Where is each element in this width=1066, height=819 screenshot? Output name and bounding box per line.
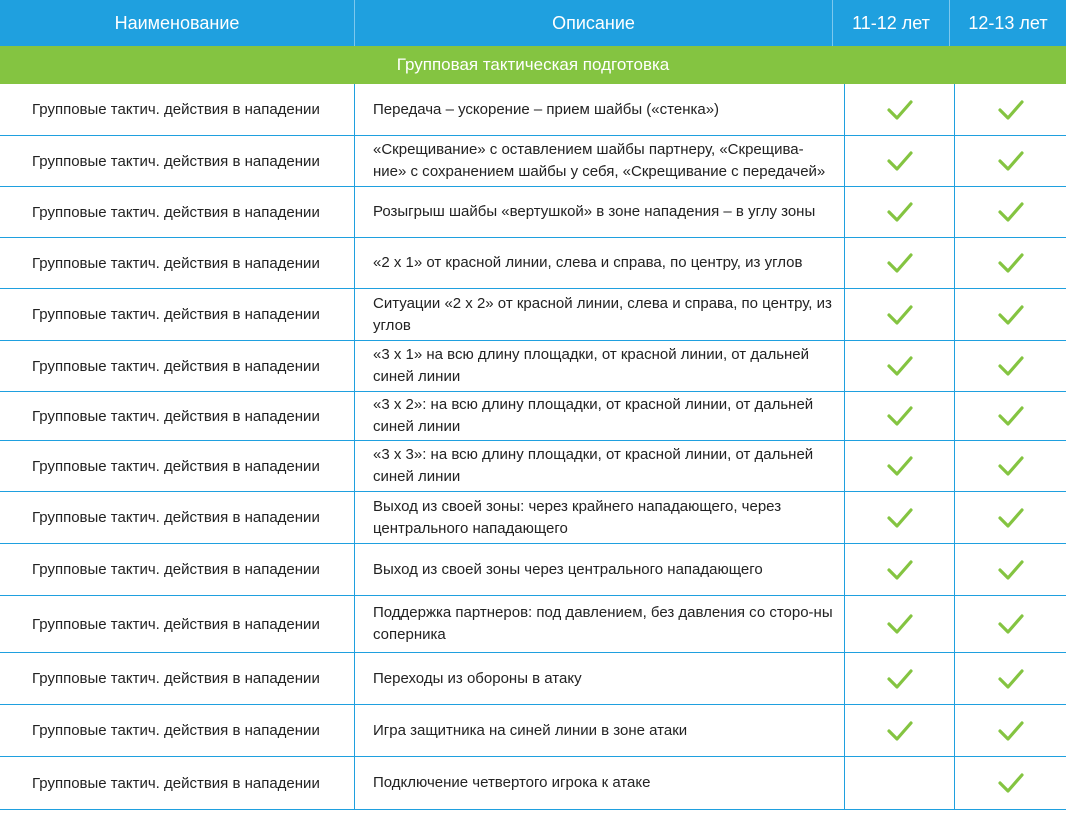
row-name: Групповые тактич. действия в нападении [0,492,355,543]
table-row [0,136,1066,187]
table-row [0,441,1066,492]
row-age-11-12 [845,238,955,288]
row-description: «Скрещивание» с оставлением шайбы партнеру, «Скрещива-ние» с сохранением шайбы у себя, «Скрещивание с передачей» [355,136,845,186]
row-description: Подключение четвертого игрока к атаке [355,757,845,809]
check-icon [998,252,1024,274]
header-description: Описание [355,0,833,46]
row-name: Групповые тактич. действия в нападении [0,653,355,704]
row-age-11-12 [845,187,955,237]
check-icon [887,201,913,223]
row-age-11-12 [845,757,955,809]
row-description: Ситуации «2 х 2» от красной линии, слева и справа, по центру, из углов [355,289,845,340]
check-icon [998,559,1024,581]
table-row [0,392,1066,441]
row-description: Поддержка партнеров: под давлением, без давления со сторо-ны соперника [355,596,845,652]
row-age-11-12 [845,596,955,652]
row-age-11-12 [845,653,955,704]
row-age-11-12 [845,544,955,595]
header-name: Наименование [0,0,355,46]
row-age-12-13 [955,596,1066,652]
row-age-12-13 [955,392,1066,440]
check-icon [998,772,1024,794]
row-age-11-12 [845,136,955,186]
check-icon [887,355,913,377]
table-row [0,341,1066,392]
row-age-12-13 [955,187,1066,237]
section-title: Групповая тактическая подготовка [0,46,1066,84]
row-description: «3 х 3»: на всю длину площадки, от красной линии, от дальней синей линии [355,441,845,491]
check-icon [887,507,913,529]
row-name: Групповые тактич. действия в нападении [0,441,355,491]
row-description: «3 х 1» на всю длину площадки, от красной линии, от дальней синей линии [355,341,845,391]
row-age-12-13 [955,136,1066,186]
check-icon [887,720,913,742]
table-row [0,705,1066,757]
table-row [0,289,1066,341]
check-icon [998,507,1024,529]
row-description: «3 х 2»: на всю длину площадки, от красной линии, от дальней синей линии [355,392,845,440]
table-row [0,596,1066,653]
check-icon [998,304,1024,326]
check-icon [998,201,1024,223]
row-name: Групповые тактич. действия в нападении [0,289,355,340]
table-row [0,187,1066,238]
table-body [0,84,1066,810]
row-name: Групповые тактич. действия в нападении [0,84,355,135]
row-age-11-12 [845,441,955,491]
check-icon [887,252,913,274]
row-name: Групповые тактич. действия в нападении [0,544,355,595]
row-age-12-13 [955,441,1066,491]
check-icon [887,559,913,581]
row-age-11-12 [845,492,955,543]
check-icon [998,355,1024,377]
row-age-11-12 [845,289,955,340]
row-name: Групповые тактич. действия в нападении [0,238,355,288]
row-name: Групповые тактич. действия в нападении [0,757,355,809]
row-age-12-13 [955,289,1066,340]
row-age-12-13 [955,238,1066,288]
row-age-12-13 [955,705,1066,756]
row-description: Передача – ускорение – прием шайбы («стенка») [355,84,845,135]
check-icon [887,150,913,172]
row-name: Групповые тактич. действия в нападении [0,392,355,440]
check-icon [998,405,1024,427]
check-icon [998,150,1024,172]
check-icon [998,720,1024,742]
row-age-11-12 [845,341,955,391]
check-icon [998,613,1024,635]
row-description: Выход из своей зоны через центрального нападающего [355,544,845,595]
table-row [0,653,1066,705]
row-age-12-13 [955,544,1066,595]
row-name: Групповые тактич. действия в нападении [0,136,355,186]
row-name: Групповые тактич. действия в нападении [0,596,355,652]
table-row [0,492,1066,544]
check-icon [998,455,1024,477]
check-icon [887,455,913,477]
check-icon [887,99,913,121]
table-row [0,84,1066,136]
row-age-12-13 [955,653,1066,704]
row-name: Групповые тактич. действия в нападении [0,187,355,237]
row-description: «2 х 1» от красной линии, слева и справа, по центру, из углов [355,238,845,288]
row-age-11-12 [845,392,955,440]
row-age-12-13 [955,84,1066,135]
check-icon [887,668,913,690]
check-icon [998,99,1024,121]
table-row [0,544,1066,596]
row-age-11-12 [845,84,955,135]
row-age-12-13 [955,492,1066,543]
check-icon [887,304,913,326]
row-age-11-12 [845,705,955,756]
row-age-12-13 [955,341,1066,391]
row-description: Игра защитника на синей линии в зоне атаки [355,705,845,756]
row-age-12-13 [955,757,1066,809]
row-description: Переходы из обороны в атаку [355,653,845,704]
check-icon [998,668,1024,690]
header-age-11-12: 11-12 лет [833,0,950,46]
check-icon [887,613,913,635]
table-row [0,238,1066,289]
row-description: Розыгрыш шайбы «вертушкой» в зоне нападения – в углу зоны [355,187,845,237]
check-icon [887,405,913,427]
header-age-12-13: 12-13 лет [968,12,1048,33]
row-description: Выход из своей зоны: через крайнего нападающего, через центрального нападающего [355,492,845,543]
table-header [0,0,1066,46]
table-row [0,757,1066,810]
row-name: Групповые тактич. действия в нападении [0,705,355,756]
row-name: Групповые тактич. действия в нападении [0,341,355,391]
